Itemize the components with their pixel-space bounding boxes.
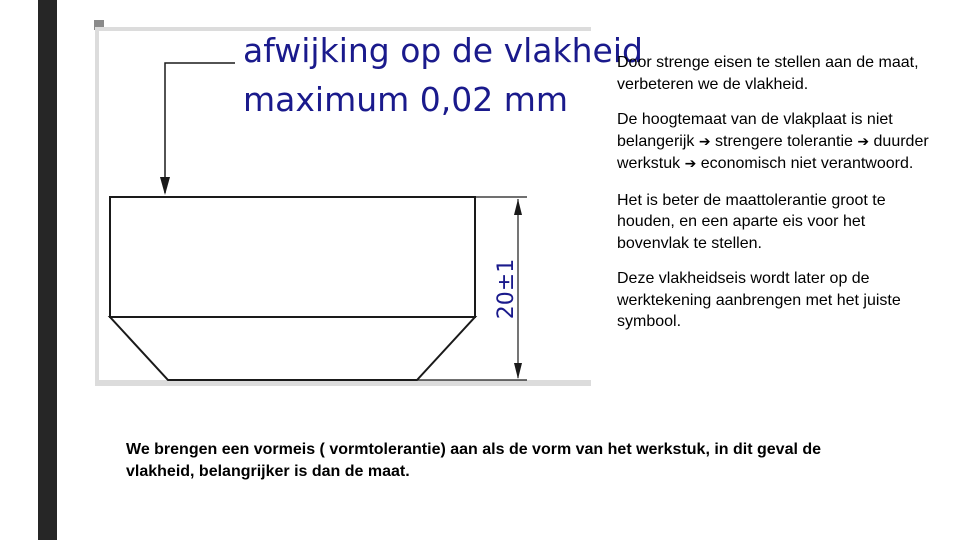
- bottom-statement: We brengen een vormeis ( vormtolerantie) aan als de vorm van het werkstuk, in dit geval de vlakheid, belangrijker is dan de maat.: [126, 441, 822, 480]
- sidebar-bar: [38, 0, 57, 540]
- drawing-svg: [95, 27, 643, 386]
- paragraph-2-part-b: strengere tolerantie: [715, 132, 853, 150]
- annotation-line2: maximum 0,02 mm: [243, 80, 569, 119]
- annotation-line1: afwijking op de vlakheid: [243, 31, 643, 70]
- paragraph-2-part-a: De hoogtemaat van de vlakplaat is niet belangerijk: [617, 111, 893, 150]
- right-arrow-icon: ➔: [684, 156, 697, 172]
- side-text: [617, 52, 937, 347]
- frame-left-edge: [95, 27, 99, 386]
- part-chamfer: [110, 317, 475, 380]
- paragraph-2-part-d: economisch niet verantwoord.: [700, 155, 914, 172]
- paragraph-3: Het is beter de maattolerantie groot te houden, en een aparte eis voor het bovenvlak te stellen.: [617, 191, 886, 252]
- paragraph-2: [617, 109, 937, 176]
- paragraph-1: Door strenge eisen te stellen aan de maat, verbeteren we de vlakheid.: [617, 54, 919, 93]
- paragraph-4: Deze vlakheidseis wordt later op de werktekening aanbrengen met het juiste symbool.: [617, 270, 901, 330]
- part-upper-body: [110, 197, 475, 317]
- dimension-label: 20±1: [494, 258, 519, 320]
- right-arrow-icon: ➔: [698, 133, 711, 150]
- technical-drawing: [95, 27, 643, 386]
- right-arrow-icon: ➔: [857, 133, 870, 150]
- paragraph-2-part-c: duurder werkstuk: [617, 132, 929, 172]
